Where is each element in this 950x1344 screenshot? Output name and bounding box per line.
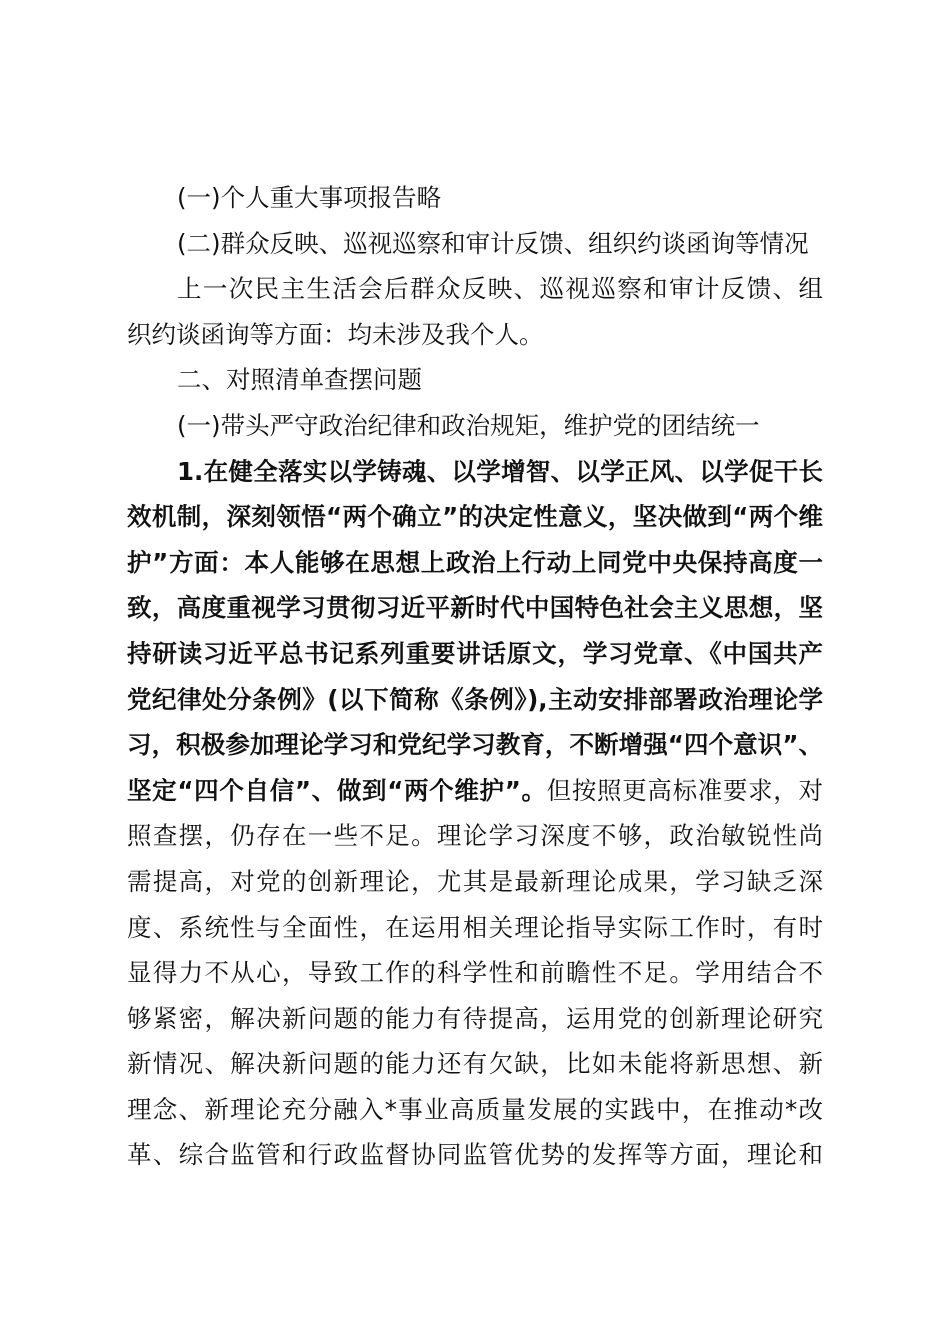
bold-paragraph-line: 党纪律处分条例》(以下简称《条例》),主动安排部署政治理论学 <box>127 684 823 714</box>
paragraph-line: 度、系统性与全面性，在运用相关理论指导实际工作时，有时 <box>127 912 823 942</box>
text-segment: 但按照更高标准要求，对 <box>546 775 823 805</box>
paragraph-line: 照查摆，仍存在一些不足。理论学习深度不够，政治敏锐性尚 <box>127 821 823 851</box>
paragraph-line: 够紧密，解决新问题的能力有待提高，运用党的创新理论研究 <box>127 1003 823 1033</box>
paragraph-line: 理念、新理论充分融入*事业高质量发展的实践中，在推动*改 <box>127 1094 823 1124</box>
text-line: (二)群众反映、巡视巡察和审计反馈、组织约谈函询等情况 <box>177 228 809 258</box>
bold-paragraph-line: 1.在健全落实以学铸魂、以学增智、以学正风、以学促干长 <box>177 456 823 486</box>
bold-paragraph-line: 护”方面：本人能够在思想上政治上行动上同党中央保持高度一 <box>127 547 823 577</box>
subsection-heading-political-discipline: (一)带头严守政治纪律和政治规矩，维护党的团结统一 <box>177 410 760 440</box>
paragraph-line: 织约谈函询等方面：均未涉及我个人。 <box>127 319 544 349</box>
paragraph-line: 需提高，对党的创新理论，尤其是最新理论成果，学习缺乏深 <box>127 866 823 896</box>
paragraph-line: 显得力不从心，导致工作的科学性和前瞻性不足。学用结合不 <box>127 958 823 988</box>
mixed-paragraph-line <box>127 768 823 814</box>
bold-paragraph-line: 致，高度重视学习贯彻习近平新时代中国特色社会主义思想，坚 <box>127 593 823 623</box>
bold-paragraph-line: 持研读习近平总书记系列重要讲话原文，学习党章、《中国共产 <box>127 638 823 668</box>
bold-paragraph-line: 习，积极参加理论学习和党纪学习教育，不断增强“四个意识”、 <box>127 730 823 760</box>
paragraph-line: 上一次民主生活会后群众反映、巡视巡察和审计反馈、组 <box>177 274 823 304</box>
text-line: (一)个人重大事项报告略 <box>177 183 442 212</box>
bold-text-segment: 坚定“四个自信”、做到“两个维护”。 <box>127 775 547 805</box>
subsection-heading-feedback <box>127 221 823 267</box>
subsection-heading-personal-report <box>127 175 823 221</box>
document-body <box>127 175 823 1178</box>
paragraph-line: 新情况、解决新问题的能力还有欠缺，比如未能将新思想、新 <box>127 1049 823 1079</box>
bold-paragraph-line: 效机制，深刻领悟“两个确立”的决定性意义，坚决做到“两个维 <box>127 502 823 532</box>
paragraph-line: 革、综合监管和行政监督协同监管优势的发挥等方面，理论和 <box>127 1140 823 1170</box>
section-heading-checklist: 二、对照清单查摆问题 <box>177 365 422 395</box>
